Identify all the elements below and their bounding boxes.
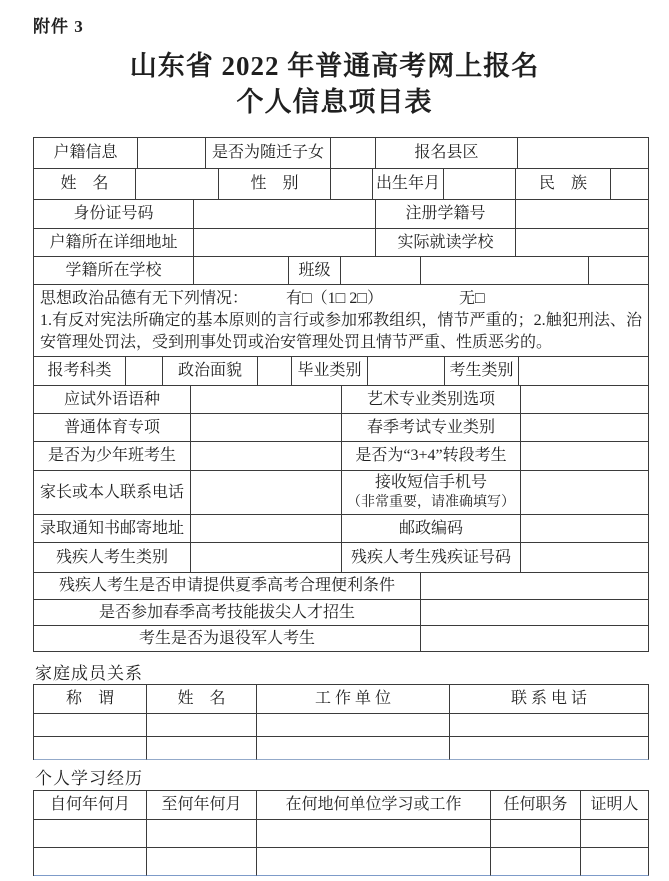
education-to-date-value [147, 820, 257, 848]
table-row [34, 600, 649, 626]
education-from-date-value [34, 820, 147, 848]
political-morality-prompt: 思想政治品德有无下列情况： [40, 290, 249, 307]
education-reference-value [581, 820, 649, 848]
name-label: 姓 名 [34, 169, 136, 200]
form-title-line1: 山东省 2022 年普通高考网上报名 [129, 51, 540, 81]
education-place-header: 在何地何单位学习或工作 [257, 791, 491, 820]
class-value [341, 257, 421, 285]
three-plus-four-value [521, 442, 649, 471]
political-morality-note: 1.有反对宪法所确定的基本原则的言行或参加邪教组织，情节严重的；2.触犯刑法、治安管理处罚法，受到刑事处罚或治安管理处罚且情节严重、性质恶劣的。 [40, 312, 642, 351]
education-from-date-header: 自何年何月 [34, 791, 147, 820]
sports-specialty-value [191, 414, 342, 442]
youth-class-value [191, 442, 342, 471]
family-relation-value [34, 737, 147, 760]
table-row [34, 138, 649, 169]
sms-phone-label-line2: （非常重要，请准确填写） [347, 494, 515, 510]
foreign-language-label: 应试外语语种 [34, 386, 191, 414]
exam-category-label: 报考科类 [34, 357, 126, 386]
household-registration-label: 户籍信息 [34, 138, 138, 169]
family-name-value [147, 737, 257, 760]
birth-date-label: 出生年月 [373, 169, 444, 200]
family-section-heading: 家庭成员关系 [35, 664, 143, 683]
birth-date-value [444, 169, 516, 200]
spring-exam-major-value [521, 414, 649, 442]
form-title [0, 48, 669, 120]
family-workplace-value [257, 714, 450, 737]
sports-specialty-label: 普通体育专项 [34, 414, 191, 442]
household-address-label: 户籍所在详细地址 [34, 229, 194, 257]
personal-info-table [33, 137, 649, 652]
spring-exam-major-label: 春季考试专业类别 [342, 414, 521, 442]
graduation-category-value [368, 357, 445, 386]
disability-cert-number-label: 残疾人考生残疾证号码 [342, 543, 521, 573]
family-name-value [147, 714, 257, 737]
sms-phone-label-line1: 接收短信手机号 [374, 473, 487, 491]
education-table-row [34, 820, 649, 848]
education-place-value [257, 820, 491, 848]
attachment-label: 附件 3 [33, 17, 84, 36]
education-to-date-header: 至何年何月 [147, 791, 257, 820]
ethnicity-value [611, 169, 649, 200]
enrollment-school-label: 学籍所在学校 [34, 257, 194, 285]
sms-phone-label [342, 471, 521, 515]
graduation-category-label: 毕业类别 [292, 357, 368, 386]
table-row [34, 543, 649, 573]
gender-label: 性 别 [219, 169, 331, 200]
education-position-value [491, 848, 581, 876]
family-relation-value [34, 714, 147, 737]
education-table-row [34, 848, 649, 876]
family-table-header-row [34, 685, 649, 714]
household-address-value [194, 229, 376, 257]
gender-value [331, 169, 373, 200]
class-extra-value [421, 257, 589, 285]
table-row [34, 169, 649, 200]
youth-class-label: 是否为少年班考生 [34, 442, 191, 471]
education-position-value [491, 820, 581, 848]
family-phone-value [450, 737, 649, 760]
candidate-type-value [519, 357, 649, 386]
veteran-candidate-value [421, 626, 649, 652]
yes-checkbox-option: 有□（1□ 2□） [286, 290, 384, 307]
ethnicity-label: 民 族 [516, 169, 611, 200]
education-place-value [257, 848, 491, 876]
disabled-convenience-label: 残疾人考生是否申请提供夏季高考合理便利条件 [34, 573, 421, 600]
table-row [34, 229, 649, 257]
enrollment-school-value [194, 257, 289, 285]
table-row [34, 626, 649, 652]
veteran-candidate-label: 考生是否为退役军人考生 [34, 626, 421, 652]
family-phone-header: 联 系 电 话 [450, 685, 649, 714]
education-from-date-value [34, 848, 147, 876]
political-morality-block [34, 285, 649, 357]
spring-skill-talent-value [421, 600, 649, 626]
disabled-convenience-value [421, 573, 649, 600]
mailing-address-value [191, 515, 342, 543]
education-history-table [33, 790, 649, 876]
foreign-language-value [191, 386, 342, 414]
exam-category-value [126, 357, 163, 386]
education-table-header-row [34, 791, 649, 820]
migrant-children-value [331, 138, 376, 169]
candidate-type-label: 考生类别 [445, 357, 519, 386]
class-label: 班级 [289, 257, 341, 285]
family-workplace-value [257, 737, 450, 760]
disabled-category-label: 残疾人考生类别 [34, 543, 191, 573]
registration-county-label: 报名县区 [376, 138, 518, 169]
table-row [34, 285, 649, 357]
student-registration-number-label: 注册学籍号 [376, 200, 516, 229]
no-checkbox-option: 无□ [459, 290, 485, 307]
sms-phone-value [521, 471, 649, 515]
postal-code-label: 邮政编码 [342, 515, 521, 543]
id-number-value [194, 200, 376, 229]
family-name-header: 姓 名 [147, 685, 257, 714]
migrant-children-label: 是否为随迁子女 [206, 138, 331, 169]
education-position-header: 任何职务 [491, 791, 581, 820]
table-row [34, 471, 649, 515]
disability-cert-number-value [521, 543, 649, 573]
contact-phone-label: 家长或本人联系电话 [34, 471, 191, 515]
table-row [34, 442, 649, 471]
education-to-date-value [147, 848, 257, 876]
political-status-value [258, 357, 292, 386]
table-row [34, 386, 649, 414]
contact-phone-value [191, 471, 342, 515]
actual-school-label: 实际就读学校 [376, 229, 516, 257]
education-reference-value [581, 848, 649, 876]
form-title-line2: 个人信息项目表 [236, 87, 433, 117]
art-major-category-label: 艺术专业类别选项 [342, 386, 521, 414]
id-number-label: 身份证号码 [34, 200, 194, 229]
table-row [34, 573, 649, 600]
family-members-table [33, 684, 649, 760]
postal-code-value [521, 515, 649, 543]
education-reference-header: 证明人 [581, 791, 649, 820]
class-extra-value-2 [589, 257, 649, 285]
three-plus-four-label: 是否为“3+4”转段考生 [342, 442, 521, 471]
household-registration-value [138, 138, 206, 169]
student-registration-number-value [516, 200, 649, 229]
family-workplace-header: 工 作 单 位 [257, 685, 450, 714]
name-value [136, 169, 219, 200]
disabled-category-value [191, 543, 342, 573]
registration-county-value [518, 138, 649, 169]
actual-school-value [516, 229, 649, 257]
political-morality-question [40, 288, 642, 310]
political-status-label: 政治面貌 [163, 357, 258, 386]
family-table-row [34, 714, 649, 737]
table-row [34, 414, 649, 442]
spring-skill-talent-label: 是否参加春季高考技能拔尖人才招生 [34, 600, 421, 626]
education-section-heading: 个人学习经历 [35, 769, 143, 788]
table-row [34, 200, 649, 229]
table-row [34, 257, 649, 285]
family-table-row [34, 737, 649, 760]
art-major-category-value [521, 386, 649, 414]
mailing-address-label: 录取通知书邮寄地址 [34, 515, 191, 543]
table-row [34, 357, 649, 386]
family-phone-value [450, 714, 649, 737]
family-relation-header: 称 谓 [34, 685, 147, 714]
table-row [34, 515, 649, 543]
